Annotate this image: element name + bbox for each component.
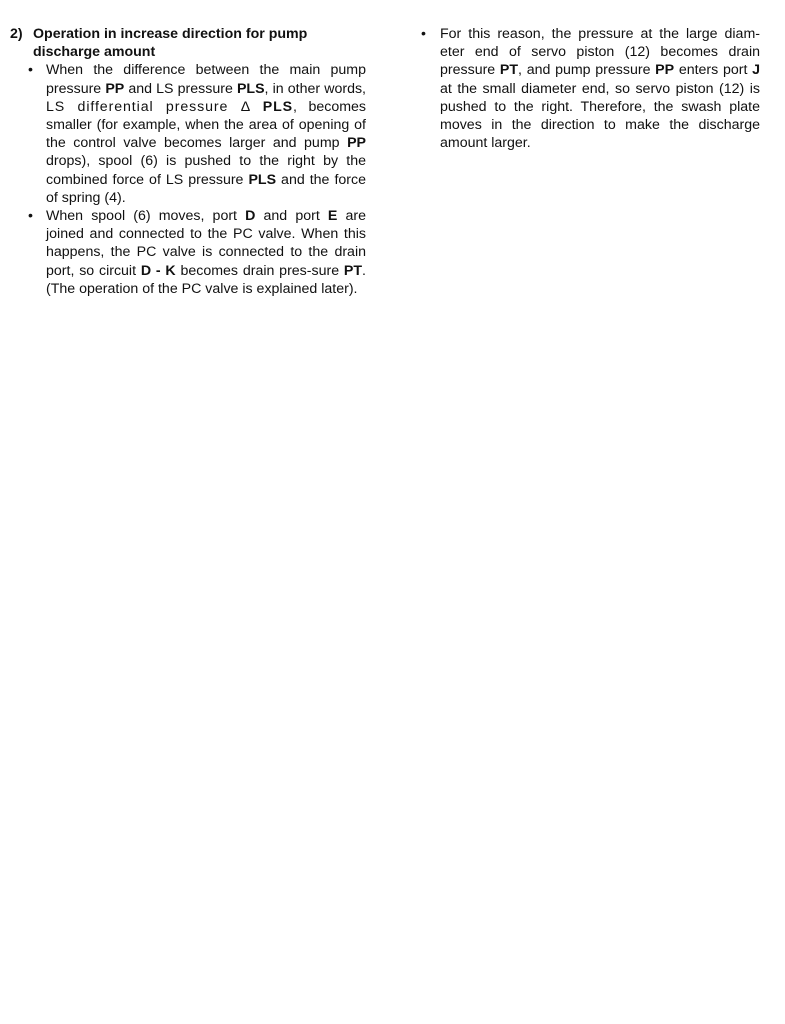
text-run: , (293, 98, 297, 115)
text-run: at the small diameter end, so servo piston (12) is pushed to the right. Therefore, the swash plate moves in the direction to make the discharge amount larger. (440, 80, 760, 152)
text-run: and the force of spring (4). (46, 171, 366, 206)
left-column (10, 25, 366, 298)
text-run: and LS pressure (124, 80, 237, 97)
bold-term: PT (499, 62, 519, 79)
text-run: are joined and connected to the PC valve. When this happens, the PC valve is connected to the drain port, so circuit (46, 208, 367, 279)
bullet-item-spool-pushed-right (10, 61, 366, 207)
bullet-icon: • (28, 62, 33, 79)
text-run: When the difference between the main pump pressure (46, 62, 366, 97)
bold-term: PP (105, 80, 125, 97)
bold-term: PLS (248, 171, 277, 188)
text-run: . (The operation of the PC valve is explained later). (46, 262, 366, 297)
text-run: becomes smaller (for example, when the area of opening of the control valve becomes larger and pump (46, 98, 367, 152)
section-number: 2) (10, 26, 23, 42)
section-title: Operation in increase direction for pump discharge amount (33, 26, 308, 61)
text-run: drops), spool (6) is pushed to the right by the combined force of LS pressure (46, 153, 366, 188)
bullet-item-swash-plate (419, 25, 760, 152)
text-run: LS differential pressure Δ (46, 98, 263, 115)
bold-term: PLS (236, 80, 265, 97)
text-run: enters port (674, 62, 753, 79)
bold-term: D (245, 208, 256, 225)
bold-term: PLS (262, 98, 293, 115)
bold-term: PP (655, 62, 675, 79)
bold-term: PT (343, 262, 363, 279)
bold-term: PP (347, 135, 366, 152)
bullet-icon: • (421, 26, 426, 42)
text-run: When spool (6) moves, port (46, 208, 246, 225)
bullet-item-ports-joined (10, 207, 366, 298)
right-column (419, 25, 760, 152)
text-run: For this reason, the pressure at the large diam-eter end of servo piston (12) becomes drain pressure (440, 26, 760, 79)
section-heading (10, 25, 366, 61)
text-run: , and pump pressure (518, 62, 656, 79)
text-run: becomes drain pres-sure (175, 262, 344, 279)
bullet-list-left (10, 61, 366, 298)
bullet-list-right (419, 25, 760, 152)
bold-term: J (752, 62, 760, 79)
bullet-icon: • (28, 208, 33, 225)
bold-term: E (327, 208, 338, 225)
text-run: and port (255, 208, 328, 225)
text-run: , in other words, (264, 80, 367, 97)
bold-term: D - K (140, 262, 176, 279)
